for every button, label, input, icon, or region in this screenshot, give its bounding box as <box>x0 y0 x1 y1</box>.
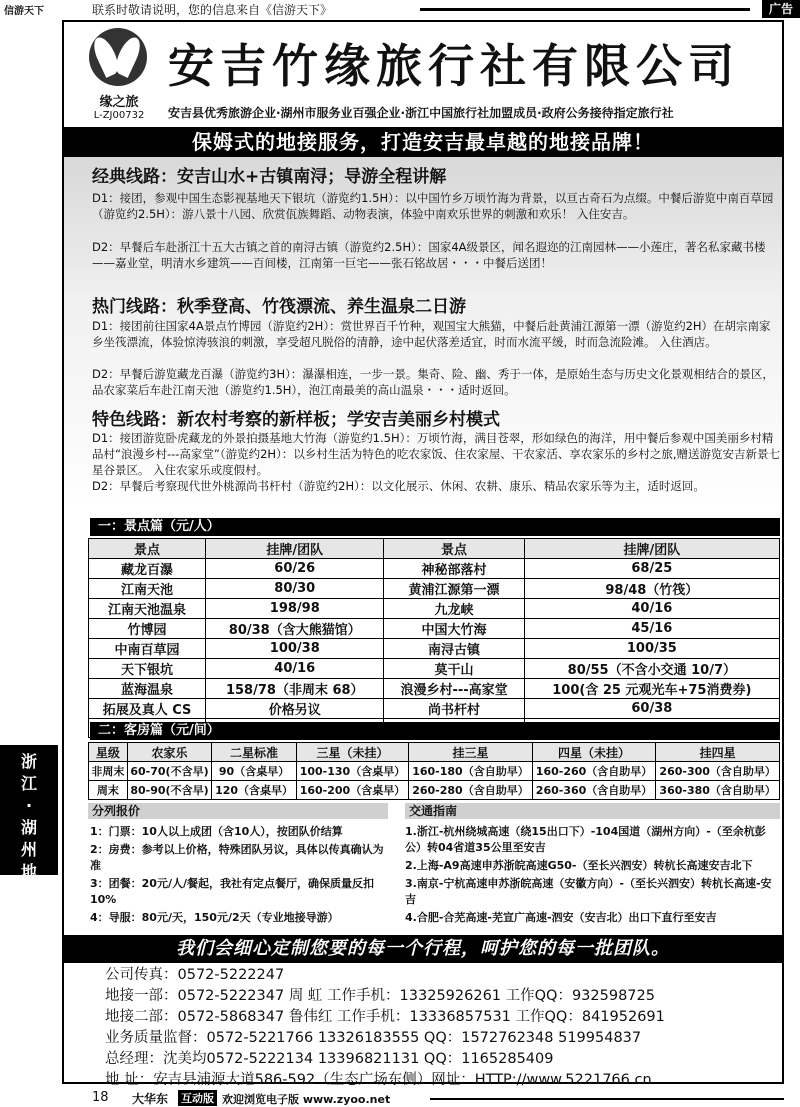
publisher-logo: 信游天下 <box>4 6 44 17</box>
table-cell: 100/38 <box>206 639 384 659</box>
route-day: D2：早餐后游览藏龙百瀑（游览约3H）：瀑瀑相连，一步一景。集奇、险、幽、秀于一体，是原始生态与历史文化景观相结合的景区，品农家菜后车赴江南天池（游览约1.5H），泡江南最美的高山温泉・・・适时返回。 <box>92 367 774 397</box>
table-row <box>89 639 780 659</box>
traffic-heading: 交通指南 <box>405 803 780 819</box>
table-cell: 80/55（不含小交通 10/7） <box>524 659 779 679</box>
column-header: 景点 <box>384 539 524 559</box>
table-cell: 中国大竹海 <box>384 619 524 639</box>
contact-line: 业务质量监督：0572-5221766 13326183555 QQ：1572762348 519954837 <box>105 1030 642 1046</box>
contact-notice: 联系时敬请说明，您的信息来自《信游天下》 <box>92 3 333 17</box>
table-cell: 198/98 <box>206 599 384 619</box>
contact-line: 公司传真：0572-5222247 <box>105 967 285 983</box>
service-slogan: 我们会细心定制您要的每一个行程，呵护您的每一批团队。 <box>64 935 782 963</box>
table-header-row <box>89 743 780 762</box>
company-logo <box>75 28 163 126</box>
table-cell: 浪漫乡村---高家堂 <box>384 679 524 699</box>
table-cell: 68/25 <box>524 559 779 579</box>
region-char: 区 <box>20 884 37 903</box>
table-cell: 江南天池温泉 <box>89 599 206 619</box>
list-item: 1：门票：10人以上成团（含10人），按团队价结算 <box>90 825 343 838</box>
table-cell: 周末 <box>89 781 128 800</box>
route-day: D1：接团，参观中国生态影视基地天下银坑（游览约1.5H）：以中国竹乡万顷竹海为背景，以亘古奇石为点缀。中餐后游览中南百草园（游览约2.5H）：游八景十八园、欣赏佤族舞蹈、动物表演，体验中南欢乐世界的刺激和欢乐！ 入住安吉。 <box>92 191 774 221</box>
column-header: 景点 <box>89 539 206 559</box>
table-cell: 中南百草园 <box>89 639 206 659</box>
table-cell: 尚书杆村 <box>384 699 524 719</box>
column-header: 星级 <box>89 743 128 762</box>
table-cell: 100/35 <box>524 639 779 659</box>
contact-line: 地 址：安吉县浦源大道586-592（生态广场东侧）网址：HTTP://www.5221766.cn <box>105 1072 652 1088</box>
table-row <box>89 619 780 639</box>
column-header: 三星（未挂） <box>296 743 408 762</box>
table-cell: 80-90(不含早) <box>127 781 212 800</box>
top-bar <box>0 0 800 18</box>
table-cell: 神秘部落村 <box>384 559 524 579</box>
list-item: 1.浙江-杭州绕城高速（绕15出口下）-104国道（湖州方向）-（至余杭彭公）转04省道35公里至安吉 <box>405 825 766 854</box>
brand-name: 缘之旅 <box>99 95 139 110</box>
table-cell: 80/38（含大熊猫馆） <box>206 619 384 639</box>
list-item: 3：团餐：20元/人/餐起，我社有定点餐厅，确保质量反扣10% <box>90 877 374 906</box>
table-cell: 60-70(不含早) <box>127 762 212 781</box>
table-cell: 江南天池 <box>89 579 206 599</box>
table-cell: 40/16 <box>206 659 384 679</box>
table-cell: 拓展及真人 CS <box>89 699 206 719</box>
table-row <box>89 781 780 800</box>
table-cell: 45/16 <box>524 619 779 639</box>
footer-brand: 大华东 <box>132 1092 169 1106</box>
footer-tag: 互动版 <box>178 1090 217 1106</box>
table-cell: 360-380（含自助早） <box>656 781 780 800</box>
table-cell: 60/38 <box>524 699 779 719</box>
rooms-price-table <box>88 742 780 800</box>
company-title: 安吉竹缘旅行社有限公司 <box>168 39 740 93</box>
table-cell: 天下银坑 <box>89 659 206 679</box>
table-cell: 158/78（非周末 68） <box>206 679 384 699</box>
route-title-popular: 热门线路：秋季登高、竹筏漂流、养生温泉二日游 <box>92 297 466 317</box>
region-char: 浙 <box>20 752 37 771</box>
route-day: D2：早餐后考察现代世外桃源尚书杆村（游览约2H）：以文化展示、休闲、农耕、康乐、精品农家乐等为主，适时返回。 <box>92 479 705 493</box>
contact-line: 地接二部：0572-5868347 鲁伟红 工作手机：13336857531 工作QQ：841952691 <box>105 1009 665 1025</box>
page-footer <box>0 1088 800 1107</box>
table-cell: 160-200（含桌早） <box>296 781 408 800</box>
divider <box>430 1098 784 1100</box>
route-day: D1：接团游览卧虎藏龙的外景拍摄基地大竹海（游览约1.5H）：万顷竹海，满目苍翠，形如绿色的海洋，用中餐后参观中国美丽乡村精品村“浪漫乡村---高家堂”（游览约2H）：以乡村生活为特色的吃农家饭、住农家屋、干农家活、享农家乐的乡村之旅,赠送游览安吉新景七星谷景区。 入住农家乐或度假村。 <box>92 431 780 477</box>
region-char: 江 <box>20 774 37 793</box>
table-cell: 260-280（含自助早） <box>409 781 533 800</box>
service-banner: 保姆式的地接服务，打造安吉最卓越的地接品牌！ <box>64 127 782 157</box>
table-cell: 非周末 <box>89 762 128 781</box>
table-row <box>89 679 780 699</box>
table-cell: 黄浦江源第一漂 <box>384 579 524 599</box>
table-cell: 南浔古镇 <box>384 639 524 659</box>
contact-line: 地接一部：0572-5222347 周 虹 工作手机：13325926261 工作QQ：932598725 <box>105 988 655 1004</box>
region-char: 州 <box>20 840 37 859</box>
region-char: 湖 <box>20 818 37 837</box>
table-cell: 九龙峡 <box>384 599 524 619</box>
table-row <box>89 659 780 679</box>
traffic-list <box>405 824 780 928</box>
column-header: 挂三星 <box>409 743 533 762</box>
region-char: 地 <box>20 862 37 881</box>
table-cell: 120（含桌早） <box>212 781 296 800</box>
table-row <box>89 579 780 599</box>
pricing-heading: 分列报价 <box>88 803 388 819</box>
table-cell: 90（含桌早） <box>212 762 296 781</box>
route-day: D1：接团前往国家4A景点竹博园（游览约2H）：赏世界百千竹种，观国宝大熊猫，中餐后赴黄浦江源第一漂（游览约2H）在胡宗南家乡坐筏漂流，体验惊涛骇浪的刺激，享受超凡脱俗的清静，途中起伏落差适宜，时而水流平缓，时而急流险滩。 入住酒店。 <box>92 319 771 349</box>
list-item: 4：导服：80元/天，150元/2天（专业地接导游） <box>90 911 339 924</box>
column-header: 二星标准 <box>212 743 296 762</box>
region-label <box>0 745 58 903</box>
route-title-classic: 经典线路：安吉山水+古镇南浔；导游全程讲解 <box>92 167 447 187</box>
company-subtitle: 安吉县优秀旅游企业·湖州市服务业百强企业·浙江中国旅行社加盟成员·政府公务接待指定旅行社 <box>168 106 674 120</box>
list-item: 2：房费：参考以上价格，特殊团队另议，具体以传真确认为准 <box>90 843 384 872</box>
table-row <box>89 599 780 619</box>
table-cell: 100(含 25 元观光车+75消费券) <box>524 679 779 699</box>
list-item: 2.上海-A9高速申苏浙皖高速G50-（至长兴泗安）转杭长高速安吉北下 <box>405 859 753 872</box>
table-cell: 竹博园 <box>89 619 206 639</box>
table-row <box>89 559 780 579</box>
region-char: · <box>25 796 33 815</box>
table-cell: 60/26 <box>206 559 384 579</box>
column-header: 挂牌/团队 <box>206 539 384 559</box>
contact-line: 总经理：沈美均0572-5222134 13396821131 QQ：1165285409 <box>105 1051 554 1067</box>
table-cell: 98/48（竹筏） <box>524 579 779 599</box>
page-number: 18 <box>92 1090 109 1105</box>
table-cell: 蓝海温泉 <box>89 679 206 699</box>
spots-section-heading: 一：景点篇（元/人） <box>90 518 780 536</box>
table-cell: 藏龙百瀑 <box>89 559 206 579</box>
table-cell: 价格另议 <box>206 699 384 719</box>
column-header: 农家乐 <box>127 743 212 762</box>
column-header: 四星（未挂） <box>532 743 656 762</box>
rooms-section-heading: 二：客房篇（元/间） <box>90 722 780 740</box>
table-cell: 260-300（含自助早） <box>656 762 780 781</box>
route-day: D2：早餐后车赴浙江十五大古镇之首的南浔古镇（游览约2.5H）：国家4A级景区，闻名遐迩的江南园林——小莲庄，著名私家藏书楼——嘉业堂，明清水乡建筑——百间楼，江南第一巨宅——张石铭故居・・・中餐后送团！ <box>92 240 766 270</box>
license-number: L-ZJ00732 <box>93 110 145 121</box>
table-row <box>89 762 780 781</box>
route-title-special: 特色线路：新农村考察的新样板；学安吉美丽乡村模式 <box>92 410 500 430</box>
table-cell: 160-260（含自助早） <box>532 762 656 781</box>
table-cell: 莫干山 <box>384 659 524 679</box>
divider <box>420 8 750 11</box>
table-cell: 40/16 <box>524 599 779 619</box>
ad-label: 广告 <box>762 0 800 18</box>
table-cell: 260-360（含自助早） <box>532 781 656 800</box>
contact-block <box>105 965 775 1091</box>
table-cell: 160-180（含自助早） <box>409 762 533 781</box>
list-item: 3.南京-宁杭高速申苏浙皖高速（安徽方向）-（至长兴泗安）转杭长高速-安吉 <box>405 877 772 906</box>
footer-url[interactable]: 欢迎浏览电子版 www.zyoo.net <box>222 1093 391 1106</box>
table-cell: 100-130（含桌早） <box>296 762 408 781</box>
column-header: 挂牌/团队 <box>524 539 779 559</box>
pricing-list <box>90 824 390 928</box>
column-header: 挂四星 <box>656 743 780 762</box>
spots-price-table <box>88 538 780 738</box>
table-cell: 80/30 <box>206 579 384 599</box>
list-item: 4.合肥-合芜高速-芜宣广高速-泗安（安吉北）出口下直行至安吉 <box>405 911 717 924</box>
table-header-row <box>89 539 780 559</box>
table-row <box>89 699 780 719</box>
